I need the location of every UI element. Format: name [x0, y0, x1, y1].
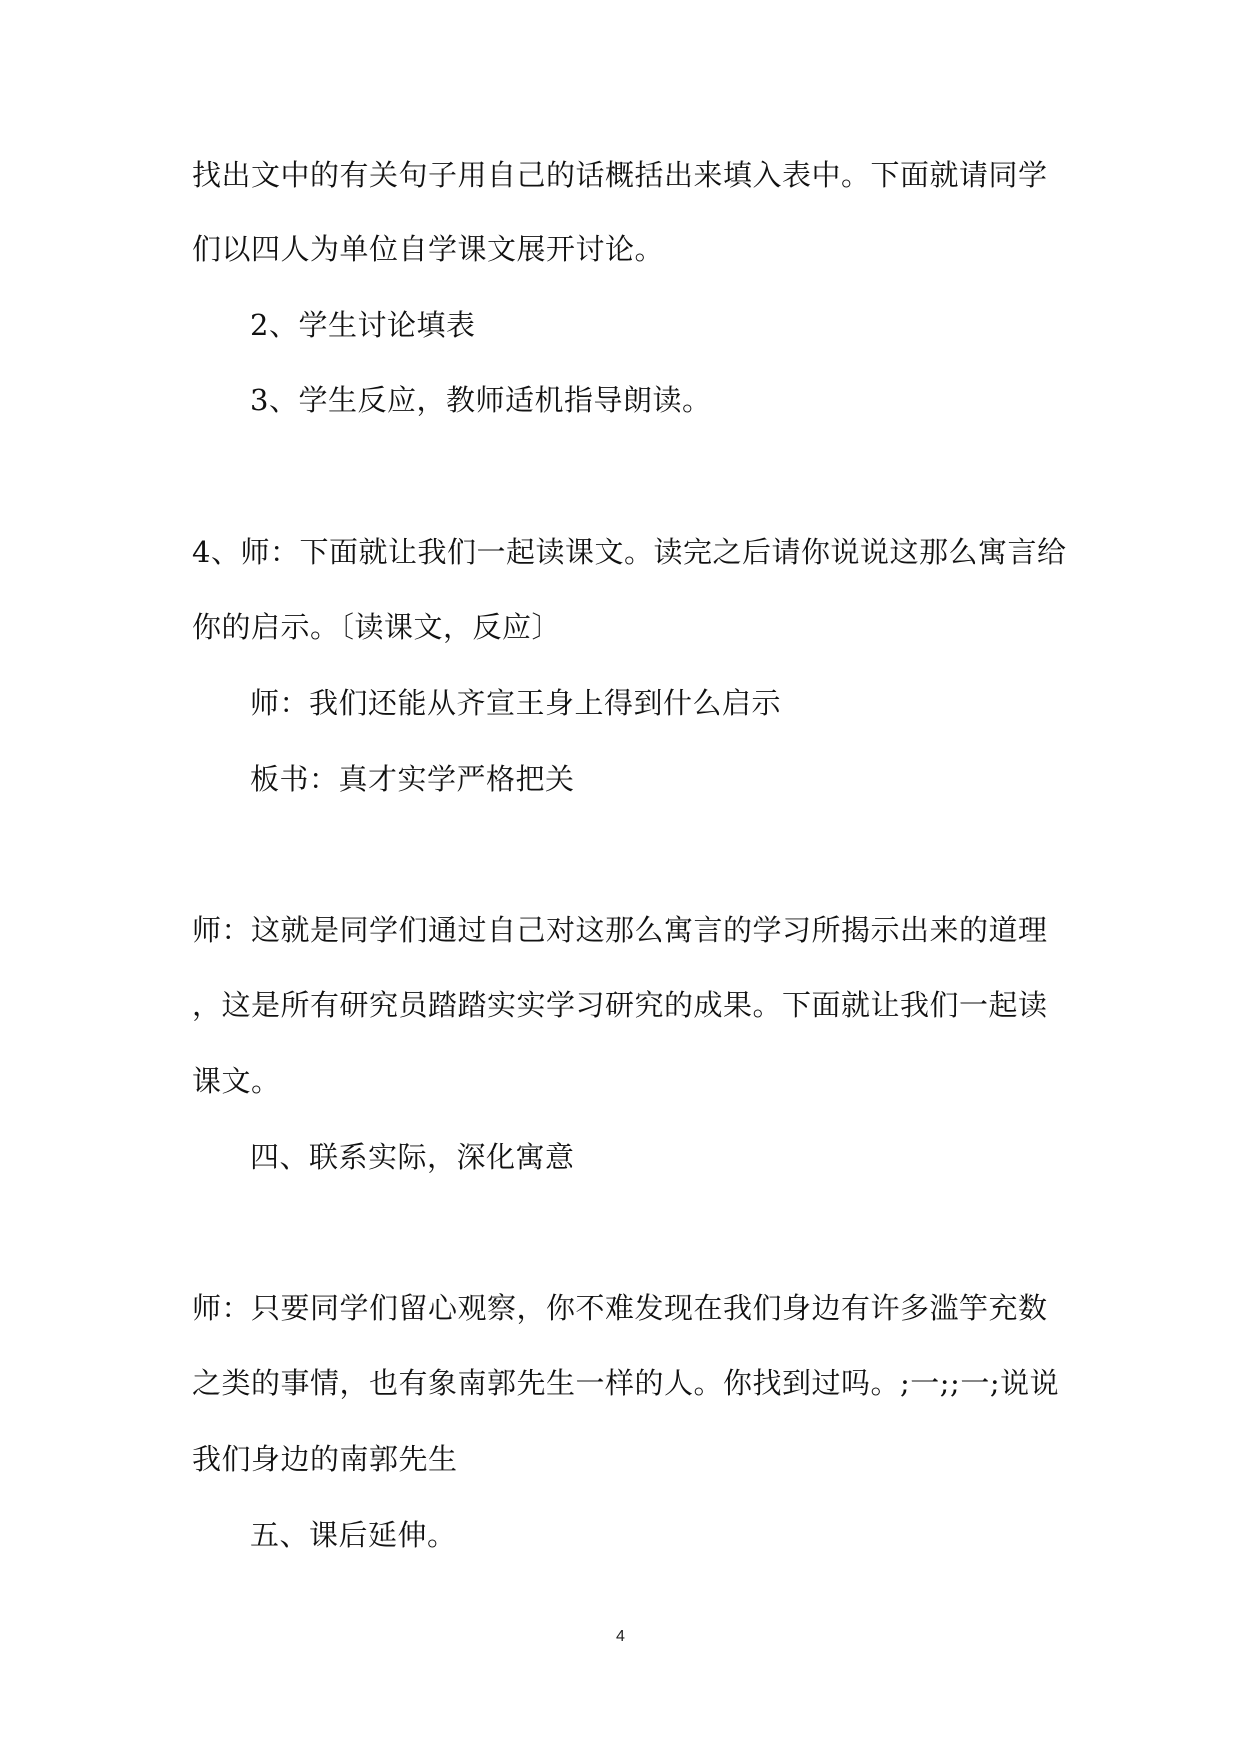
text-line: 师：只要同学们留心观察，你不难发现在我们身边有许多滥竽充数 [192, 1291, 1048, 1325]
text-line: 师：这就是同学们通过自己对这那么寓言的学习所揭示出来的道理 [192, 913, 1048, 947]
text-line: 4、师：下面就让我们一起读课文。读完之后请你说说这那么寓言给 [192, 535, 1067, 569]
text-line: 师：我们还能从齐宣王身上得到什么启示 [250, 686, 782, 720]
text-line: 课文。 [192, 1064, 281, 1098]
text-line: 找出文中的有关句子用自己的话概括出来填入表中。下面就请同学 [192, 158, 1048, 192]
page-number: 4 [616, 1628, 625, 1645]
text-line: 四、联系实际，深化寓意 [250, 1140, 575, 1174]
text-line: 五、课后延伸。 [250, 1518, 457, 1552]
text-line: 你的启示。〔读课文，反应〕 [192, 610, 562, 644]
text-line: 板书：真才实学严格把关 [250, 762, 575, 796]
text-line: 之类的事情，也有象南郭先生一样的人。你找到过吗。;一;;一;说说 [192, 1366, 1060, 1400]
text-line: 3、学生反应，教师适机指导朗读。 [250, 383, 712, 417]
text-line: 我们身边的南郭先生 [192, 1442, 458, 1476]
text-line: ，这是所有研究员踏踏实实学习研究的成果。下面就让我们一起读 [192, 988, 1048, 1022]
text-line: 们以四人为单位自学课文展开讨论。 [192, 232, 665, 266]
text-line: 2、学生讨论填表 [250, 308, 476, 342]
